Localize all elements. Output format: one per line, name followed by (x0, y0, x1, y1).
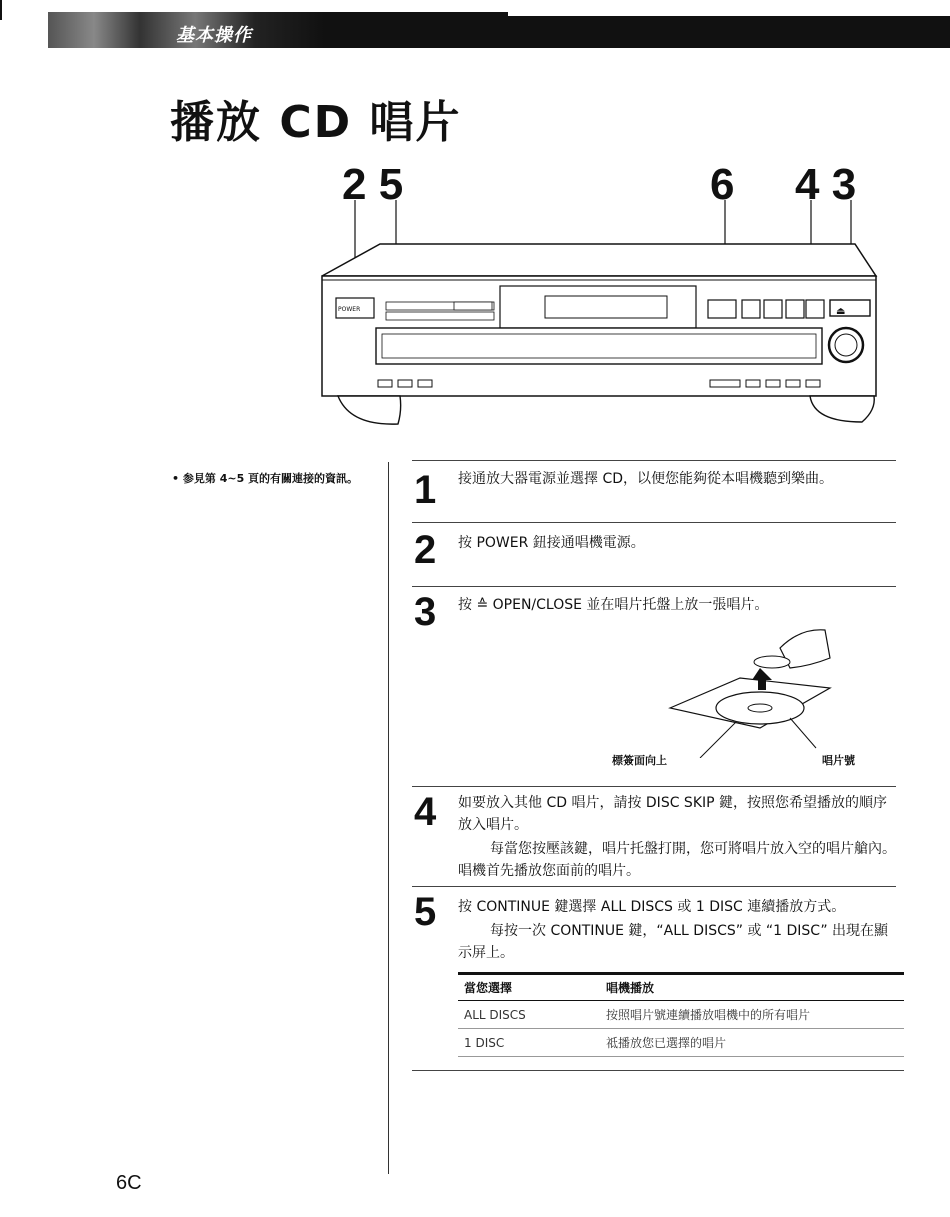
step-4-text: 如要放入其他 CD 唱片，請按 DISC SKIP 鍵，按照您希望播放的順序放入唱片。 (458, 795, 888, 833)
section-title: 基本操作 (176, 25, 252, 46)
header-texture (48, 12, 508, 48)
disc-number-caption: 唱片號 (822, 754, 855, 767)
label-side-up-caption: 標簽面向上 (612, 754, 667, 767)
table-cell: ALL DISCS (458, 1001, 600, 1029)
table-cell: 1 DISC (458, 1029, 600, 1057)
table-cell: 祗播放您已選擇的唱片 (600, 1029, 904, 1057)
step-1-text: 接通放大器電源並選擇 CD，以便您能夠從本唱機聽到樂曲。 (458, 471, 834, 487)
table-header-playback: 唱機播放 (600, 974, 904, 1001)
step-4-number: 4 (414, 790, 437, 834)
step-2-rule (412, 522, 896, 523)
section-end-rule (412, 1070, 904, 1071)
step-5-rule (412, 886, 896, 887)
step-1-rule (412, 460, 896, 461)
page-number: 6C (116, 1172, 142, 1194)
step-3-rule (412, 586, 896, 587)
step-3-number: 3 (414, 590, 437, 634)
table-header-selection: 當您選擇 (458, 974, 600, 1001)
step-2-number: 2 (414, 528, 437, 572)
table-row (458, 1029, 904, 1057)
table-header-row (458, 974, 904, 1001)
step-5-number: 5 (414, 890, 437, 934)
step-5-text: 按 CONTINUE 鍵選擇 ALL DISCS 或 1 DISC 連續播放方式。 (458, 899, 846, 915)
callout-2-5: 2 5 (342, 160, 404, 209)
reference-note-text: 参見第 4~5 頁的有關連接的資訊。 (182, 472, 359, 485)
callout-4-3: 4 3 (795, 160, 857, 209)
step-4-subtext: 每當您按壓該鍵，唱片托盤打開，您可將唱片放入空的唱片艙內。唱機首先播放您面前的唱片。 (458, 841, 896, 879)
column-divider (388, 462, 389, 1174)
step-1-number: 1 (414, 468, 437, 512)
continue-mode-table (458, 972, 904, 1057)
disc-loading-illustration (640, 618, 850, 758)
page-title: 播放 CD 唱片 (170, 97, 462, 148)
callout-6: 6 (710, 160, 735, 209)
table-row (458, 1001, 904, 1029)
power-button-label: POWER (338, 306, 361, 313)
step-5-subtext: 每按一次 CONTINUE 鍵，“ALL DISCS” 或 “1 DISC” 出現在顯示屏上。 (458, 923, 889, 961)
table-cell: 按照唱片號連續播放唱機中的所有唱片 (600, 1001, 904, 1029)
step-4-rule (412, 786, 896, 787)
cd-player-illustration (310, 200, 890, 440)
page-edge-mark (0, 0, 2, 20)
reference-note: • 参見第 4~5 頁的有關連接的資訊。 (172, 472, 359, 485)
step-2-text: 按 POWER 鈕接通唱機電源。 (458, 535, 645, 551)
step-3-text: 按 ≙ OPEN/CLOSE 並在唱片托盤上放一張唱片。 (458, 597, 769, 613)
open-close-icon: ⏏ (836, 306, 846, 317)
